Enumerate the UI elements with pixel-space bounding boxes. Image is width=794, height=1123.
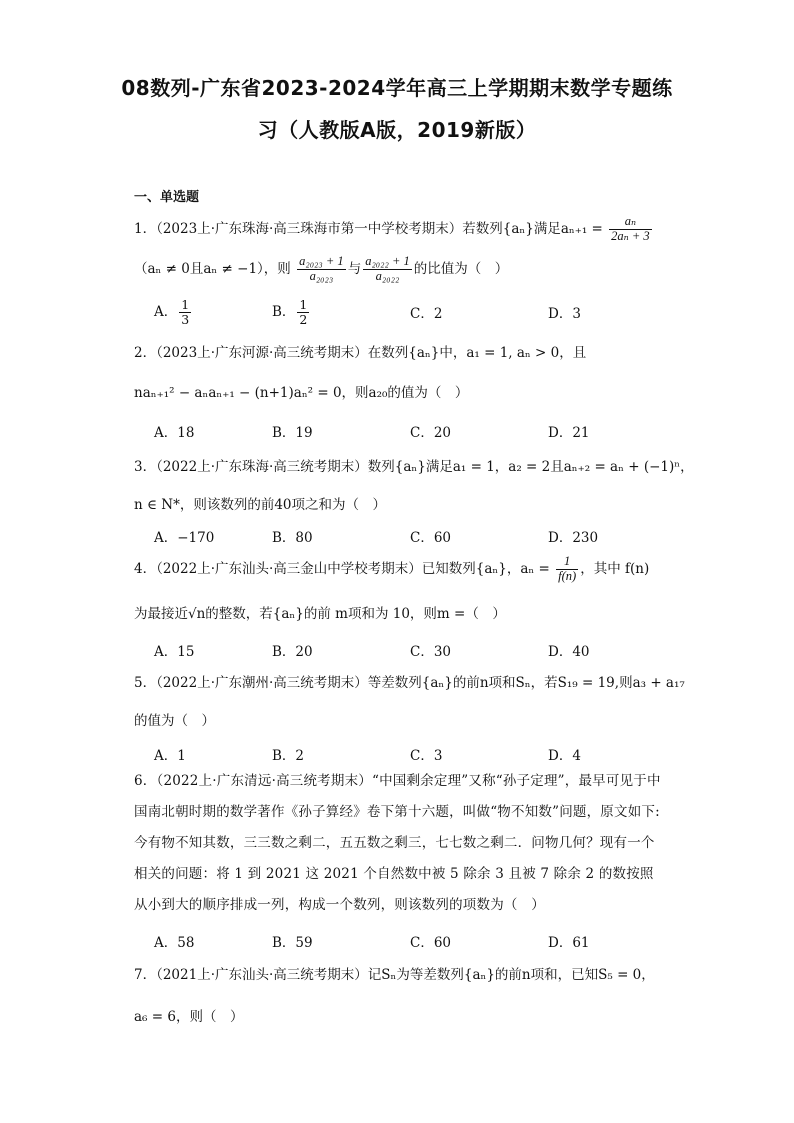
option-c[interactable]: C．3 <box>410 748 443 764</box>
question-6-options <box>154 931 654 955</box>
question-3-line1: 3．（2022上·广东珠海·高三统考期末）数列{aₙ}满足a₁ = 1，a₂ = 2且aₙ₊₂ = aₙ + (−1)ⁿ， <box>134 459 694 475</box>
option-a[interactable]: A．18 <box>154 425 195 441</box>
question-1-text: 1．（2023上·广东珠海·高三珠海市第一中学校考期末）若数列{aₙ}满足aₙ₊₁ = <box>134 221 603 237</box>
option-b[interactable]: B．80 <box>272 530 313 546</box>
question-4-line2: 为最接近√n的整数，若{aₙ}的前 m项和为 10，则m =（ ） <box>134 606 506 622</box>
option-a[interactable]: A．1 <box>154 748 186 764</box>
option-c[interactable]: C．2 <box>410 306 443 322</box>
question-1-options <box>154 297 654 327</box>
option-d[interactable]: D．61 <box>548 935 590 951</box>
section-heading: 一、单选题 <box>134 190 200 205</box>
option-a[interactable]: A．58 <box>154 935 195 951</box>
question-4-options <box>154 640 654 664</box>
option-b[interactable]: B．2 <box>272 748 305 764</box>
question-5-line1: 5．（2022上·广东潮州·高三统考期末）等差数列{aₙ}的前n项和Sₙ，若S₁₉ = 19,则a₃ + a₁₇ <box>134 675 685 691</box>
option-c[interactable]: C．30 <box>410 644 452 660</box>
option-b[interactable]: B．19 <box>272 425 313 441</box>
option-c[interactable]: C．20 <box>410 425 452 441</box>
option-b[interactable]: B． $\frac{1}{2}$ <box>272 297 308 327</box>
option-c[interactable]: C．60 <box>410 530 452 546</box>
option-c[interactable]: C．60 <box>410 935 452 951</box>
question-1-recurrence-fraction: $\frac{\text{aₙ}}{\text{2aₙ + 3}}$ <box>611 214 650 243</box>
question-4-fraction: $\frac{1}{f(n)}$ <box>558 554 577 583</box>
page-title-line2: 习（人教版A版，2019新版） <box>257 118 537 142</box>
question-1-fraction-a: $\frac{\text{a₂₀₂₃ + 1}}{\text{a₂₀₂₃}}$ <box>299 254 344 283</box>
option-d[interactable]: D．230 <box>548 530 599 546</box>
page-title-line1: 08数列-广东省2023-2024学年高三上学期期末数学专题练 <box>121 76 673 100</box>
question-7-line2: a₆ = 6，则（ ） <box>134 1009 244 1025</box>
option-a[interactable]: A． $\frac{1}{3}$ <box>154 297 190 327</box>
option-a[interactable]: A．15 <box>154 644 195 660</box>
option-b[interactable]: B．59 <box>272 935 313 951</box>
question-3-line2: n ∈ N*，则该数列的前40项之和为（ ） <box>134 497 387 513</box>
question-1-line1 <box>134 212 664 246</box>
question-2-line2: naₙ₊₁² − aₙaₙ₊₁ − (n+1)aₙ² = 0，则a₂₀的值为（ ） <box>134 385 469 401</box>
question-6-text: 6．（2022上·广东清远·高三统考期末）“中国剩余定理”又称“孙子定理”，最早可见于中国南北朝时期的数学著作《孙子算经》卷下第十六题，叫做“物不知数”问题，原文如下:今有物不知其数，三三数之剩二，五五数之剩三，七七数之剩二．问物几何？现有一个相关的问题：将 1 到 2021 这 2021 个自然数中被 5 除余 3 且被 7 除余 2 的数按照从小到大的顺序排成一列，构成一个数列，则该数列的项数为（ ） <box>134 773 661 913</box>
question-5-options <box>154 744 654 768</box>
option-d[interactable]: D．3 <box>548 306 581 322</box>
question-1-fraction-b: $\frac{\text{a₂₀₂₂ + 1}}{\text{a₂₀₂₂}}$ <box>365 254 410 283</box>
question-5-line2: 的值为（ ） <box>134 713 215 729</box>
question-4-line1: 4．（2022上·广东汕头·高三金山中学校考期末）已知数列{aₙ}，aₙ = $\frac{1}{f(n)}$ ，其中 f(n) <box>134 554 650 583</box>
option-d[interactable]: D．21 <box>548 425 590 441</box>
option-d[interactable]: D．40 <box>548 644 590 660</box>
option-b[interactable]: B．20 <box>272 644 313 660</box>
option-d[interactable]: D．4 <box>548 748 581 764</box>
question-7-line1: 7．（2021上·广东汕头·高三统考期末）记Sₙ为等差数列{aₙ}的前n项和，已知S₅ = 0， <box>134 967 655 983</box>
question-1-line2: （aₙ ≠ 0且aₙ ≠ −1），则 $\frac{\text{a₂₀₂₃ + 1}}{\text{a₂₀₂₃}}$ 与 $\frac{\text{a₂₀₂₂ + 1}}{\text{a₂₀₂₂}}$ 的比值为（ ） <box>134 254 509 283</box>
question-2-options <box>154 421 654 445</box>
question-3-options <box>154 526 654 550</box>
question-2-line1: 2．（2023上·广东河源·高三统考期末）在数列{aₙ}中，a₁ = 1, aₙ > 0，且 <box>134 345 587 361</box>
option-a[interactable]: A．−170 <box>154 530 215 546</box>
